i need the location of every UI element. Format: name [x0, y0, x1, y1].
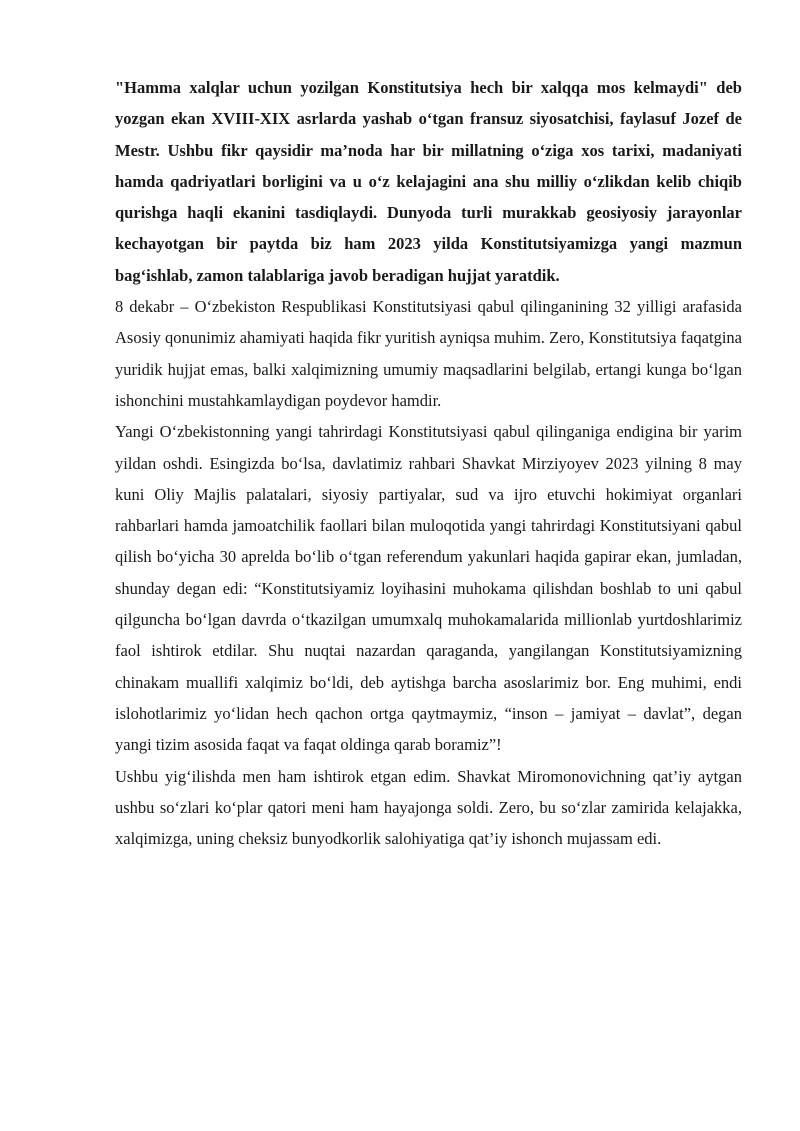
document-page [115, 72, 742, 854]
body-paragraph: 8 dekabr – O‘zbekiston Respublikasi Konstitutsiyasi qabul qilinganining 32 yilligi arafasida Asosiy qonunimiz ahamiyati haqida fikr yuritish ayniqsa muhim. Zero, Konstitutsiya faqatgina yuridik hujjat emas, balki xalqimizning umumiy maqsadlarini belgilab, ertangi kunga bo‘lgan ishonchini mustahkamlaydigan poydevor hamdir. [115, 297, 742, 410]
body-paragraph: Yangi O‘zbekistonning yangi tahrirdagi Konstitutsiyasi qabul qilinganiga endigina bir yarim yildan oshdi. Esingizda bo‘lsa, davlatimiz rahbari Shavkat Mirziyoyev 2023 yilning 8 may kuni Oliy Majlis palatalari, siyosiy partiyalar, sud va ijro etuvchi hokimiyat organlari rahbarlari hamda jamoatchilik faollari bilan muloqotida yangi tahrirdagi Konstitutsiyani qabul qilish bo‘yicha 30 aprelda bo‘lib o‘tgan referendum yakunlari haqida gapirar ekan, jumladan, shunday degan edi: “Konstitutsiyamiz loyihasini muhokama qilishdan boshlab to uni qabul qilguncha bo‘lgan davrda o‘tkazilgan umumxalq muhokamalarida millionlab yurtdoshlarimiz faol ishtirok etdilar. Shu nuqtai nazardan qaraganda, yangilangan Konstitutsiyamizning chinakam muallifi xalqimiz bo‘ldi, deb aytishga barcha asoslarimiz bor. Eng muhimi, endi islohotlarimiz yo‘lidan hech qachon ortga qaytmaymiz, “inson – jamiyat – davlat”, degan yangi tizim asosida faqat va faqat oldinga qarab boramiz”! [115, 422, 742, 755]
body-paragraph: Ushbu yig‘ilishda men ham ishtirok etgan edim. Shavkat Miromonovichning qat’iy aytgan ushbu so‘zlari ko‘plar qatori meni ham hayajonga soldi. Zero, bu so‘zlar zamirida kelajakka, xalqimizga, uning cheksiz bunyodkorlik salohiyatiga qat’iy ishonch mujassam edi. [115, 766, 742, 849]
lead-paragraph: "Hamma xalqlar uchun yozilgan Konstitutsiya hech bir xalqqa mos kelmaydi" deb yozgan ekan XVIII-XIX asrlarda yashab o‘tgan fransuz siyosatchisi, faylasuf Jozef de Mestr. Ushbu fikr qaysidir ma’noda har bir millatning o‘ziga xos tarixi, madaniyati hamda qadriyatlari borligini va u o‘z kelajagini ana shu milliy o‘zlikdan kelib chiqib qurishga haqli ekanini tasdiqlaydi. Dunyoda turli murakkab geosiyosiy jarayonlar kechayotgan bir paytda biz ham 2023 yilda Konstitutsiyamizga yangi mazmun bag‘ishlab, zamon talablariga javob beradigan hujjat yaratdik. [115, 78, 742, 285]
